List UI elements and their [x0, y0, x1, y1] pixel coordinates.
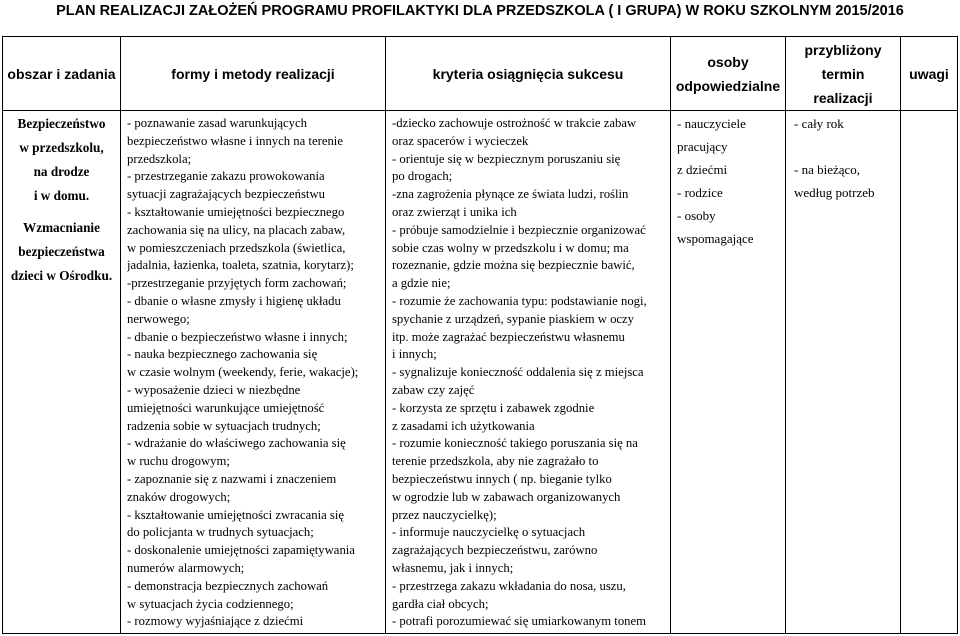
area-line: Wzmacnianie: [23, 220, 100, 235]
header-area-label: obszar i zadania: [7, 65, 116, 82]
criteria-cell: [386, 111, 671, 634]
forms-line: - poznawanie zasad warunkujących: [127, 116, 308, 130]
criteria-line: - informuje nauczycielkę o sytuacjach: [392, 525, 586, 540]
responsible-line: pracujący: [677, 139, 728, 154]
forms-line: - dbanie o bezpieczeństwo własne i innych;: [127, 329, 348, 344]
forms-line: - wdrażanie do właściwego zachowania się: [127, 436, 346, 451]
criteria-line: zabaw czy zajęć: [392, 382, 475, 397]
forms-line: - zapoznanie się z nazwami i znaczeniem: [127, 471, 337, 486]
forms-line: - demonstracja bezpiecznych zachowań: [127, 578, 329, 593]
criteria-line: - sygnalizuje konieczność oddalenia się z miejsca: [392, 365, 644, 380]
forms-line: bezpieczeństwo własne i innych na terenie: [127, 133, 343, 148]
responsible-line: z dziećmi: [677, 162, 728, 177]
criteria-line: z zasadami ich użytkowania: [392, 418, 535, 433]
criteria-line: - korzysta ze sprzętu i zabawek zgodnie: [392, 400, 595, 415]
header-forms-label: formy i metody realizacji: [171, 65, 335, 82]
criteria-line: w ogrodzie lub w zabawach organizowanych: [392, 489, 621, 504]
forms-line: -przestrzeganie przyjętych form zachowań;: [127, 276, 347, 291]
table-row: [3, 111, 958, 634]
term-list: [786, 111, 900, 204]
forms-line: umiejętności warunkujące umiejętność: [127, 400, 325, 415]
term-line: - na bieżąco,: [794, 162, 861, 177]
forms-cell: [121, 111, 386, 634]
responsible-line: wspomagające: [677, 231, 754, 246]
header-term-line: realizacji: [813, 89, 873, 106]
responsible-line: - osoby: [677, 208, 716, 223]
forms-line: radzenia sobie w sytuacjach trudnych;: [127, 418, 321, 433]
header-notes: [901, 37, 958, 111]
forms-line: - rozmowy wyjaśniające z dziećmi: [127, 614, 304, 629]
header-term-line: termin: [821, 65, 865, 82]
forms-line: - doskonalenie umiejętności zapamiętywania: [127, 543, 355, 558]
criteria-line: -dziecko zachowuje ostrożność w trakcie zabaw: [392, 116, 637, 130]
area-task-1: [3, 111, 120, 208]
criteria-line: bezpieczeństwu innych ( np. bieganie tylko: [392, 471, 612, 486]
criteria-line: własnemu, jak i innych;: [392, 560, 514, 575]
header-area: [3, 37, 121, 111]
criteria-line: oraz zwierząt i unika ich: [392, 204, 517, 219]
notes-cell: [901, 111, 958, 634]
area-line: bezpieczeństwa: [18, 244, 105, 259]
criteria-line: - rozumie konieczność takiego poruszania się na: [392, 436, 638, 451]
header-responsible: [671, 37, 786, 111]
header-criteria: [386, 37, 671, 111]
forms-line: zachowania się na ulicy, na placach zabaw,: [127, 222, 346, 237]
area-line: i w domu.: [33, 188, 90, 203]
forms-line: - nauka bezpiecznego zachowania się: [127, 347, 318, 362]
forms-line: - wyposażenie dzieci w niezbędne: [127, 382, 301, 397]
header-responsible-line: osoby: [707, 53, 749, 70]
criteria-line: oraz spacerów i wycieczek: [392, 133, 529, 148]
forms-line: jadalnia, łazienka, toaleta, szatnia, korytarz);: [127, 258, 354, 273]
area-line: w przedszkolu,: [19, 140, 104, 155]
criteria-line: - próbuje samodzielnie i bezpiecznie organizować: [392, 222, 646, 237]
header-forms: [121, 37, 386, 111]
criteria-line: sobie czas wolny w przedszkolu i w domu; ma: [392, 240, 629, 255]
criteria-line: gardła ciał obcych;: [392, 596, 489, 611]
criteria-line: itp. może zagrażać bezpieczeństwu własnemu: [392, 329, 625, 344]
forms-line: - kształtowanie umiejętności zwracania się: [127, 507, 345, 522]
criteria-line: - orientuje się w bezpiecznym poruszaniu się: [392, 151, 621, 166]
forms-line: znaków drogowych;: [127, 489, 231, 504]
criteria-line: a gdzie nie;: [392, 276, 451, 291]
criteria-list: [386, 111, 670, 631]
forms-line: numerów alarmowych;: [127, 560, 245, 575]
header-criteria-label: kryteria osiągnięcia sukcesu: [432, 65, 624, 82]
forms-line: nerwowego;: [127, 311, 190, 326]
area-line: Bezpieczeństwo: [17, 116, 106, 131]
criteria-line: po drogach;: [392, 169, 453, 184]
responsible-line: - nauczyciele: [677, 116, 746, 131]
forms-list: [121, 111, 385, 631]
criteria-line: i innych;: [392, 347, 437, 362]
forms-line: - kształtowanie umiejętności bezpiecznego: [127, 204, 345, 219]
criteria-line: -zna zagrożenia płynące ze świata ludzi, roślin: [392, 187, 629, 202]
criteria-line: spychanie z urządzeń, sypanie piaskiem w oczy: [392, 311, 635, 326]
forms-line: - przestrzeganie zakazu prowokowania: [127, 169, 325, 184]
term-line: - cały rok: [794, 116, 844, 131]
table-header-row: [3, 37, 958, 111]
term-cell: [786, 111, 901, 634]
responsible-cell: [671, 111, 786, 634]
header-responsible-line: odpowiedzialne: [675, 77, 781, 94]
forms-line: w ruchu drogowym;: [127, 454, 230, 469]
responsible-list: [671, 111, 785, 250]
criteria-line: - rozumie że zachowania typu: podstawianie nogi,: [392, 293, 647, 308]
forms-line: przedszkola;: [127, 151, 192, 166]
term-line: [794, 135, 900, 158]
plan-table: [2, 36, 958, 634]
term-line: według potrzeb: [794, 185, 875, 200]
criteria-line: przez nauczycielkę);: [392, 507, 497, 522]
forms-line: w czasie wolnym (weekendy, ferie, wakacje);: [127, 365, 359, 380]
criteria-line: - przestrzega zakazu wkładania do nosa, uszu,: [392, 578, 626, 593]
header-term: [786, 37, 901, 111]
criteria-line: zagrażających bezpieczeństwu, zarówno: [392, 543, 598, 558]
forms-line: w pomieszczeniach przedszkola (świetlica,: [127, 240, 346, 255]
criteria-line: rozeznanie, gdzie można się bezpiecznie bawić,: [392, 258, 635, 273]
area-task-2: [3, 215, 120, 288]
criteria-line: - potrafi porozumiewać się umiarkowanym tonem: [392, 614, 647, 629]
page-title: PLAN REALIZACJI ZAŁOŻEŃ PROGRAMU PROFILAKTYKI DLA PRZEDSZKOLA ( I GRUPA) W ROKU SZKOLNYM 2015/2016: [56, 3, 904, 19]
header-term-line: przybliżony: [804, 41, 882, 58]
criteria-line: terenie przedszkola, aby nie zagrażało to: [392, 454, 599, 469]
forms-line: sytuacji zagrażających bezpieczeństwu: [127, 187, 325, 202]
forms-line: - dbanie o własne zmysły i higienę układu: [127, 293, 341, 308]
forms-line: w sytuacjach życia codziennego;: [127, 596, 294, 611]
forms-line: do policjanta w trudnych sytuacjach;: [127, 525, 314, 540]
area-line: na drodze: [33, 164, 90, 179]
area-cell: [3, 111, 121, 634]
area-line: dzieci w Ośrodku.: [10, 268, 113, 283]
header-notes-label: uwagi: [909, 65, 949, 82]
responsible-line: - rodzice: [677, 185, 723, 200]
